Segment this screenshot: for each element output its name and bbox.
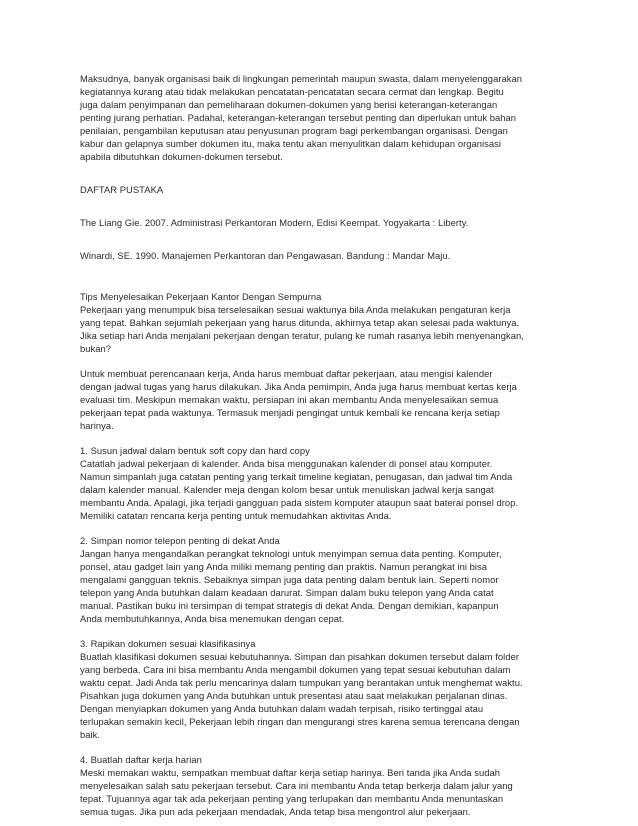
tip-section-3 bbox=[80, 637, 574, 741]
text-line: kabur dan gelapnya sumber dokumen itu, maka tentu akan menyulitkan dalam kehidupan organisasi bbox=[80, 138, 502, 149]
text-line: Dengan menyiapkan dokumen yang Anda butuhkan dalam wadah terpisah, risiko tertinggal atau bbox=[80, 703, 484, 714]
article bbox=[80, 290, 574, 818]
reference-item: The Liang Gie. 2007. Administrasi Perkantoran Modern, Edisi Keempat. Yogyakarta : Liberty. bbox=[80, 217, 469, 228]
text-line: Pekerjaan yang menumpuk bisa terselesaikan sesuai waktunya bila Anda melakukan pengaturan kerja bbox=[80, 304, 511, 315]
reference-item: Winardi, SE. 1990. Manajemen Perkantoran dan Pengawasan. Bandung : Mandar Maju. bbox=[80, 250, 451, 261]
text-line: juga dalam penyimpanan dan pemeliharaan dokumen-dokumen yang berisi keterangan-keterangan bbox=[80, 99, 498, 110]
text-line: dengan jadwal tugas yang harus dilakukan. Jika Anda pemimpin, Anda juga harus membuat kertas kerja bbox=[80, 381, 517, 392]
text-line: ponsel, atau gadget lain yang Anda miliki memang penting dan praktis. Namun perangkat ini bisa bbox=[80, 561, 488, 572]
intro-paragraph bbox=[80, 72, 574, 163]
tip-section-4 bbox=[80, 753, 574, 818]
text-line: telepon yang Anda butuhkan dalam keadaan darurat. Simpan dalam buku telepon yang Anda catat bbox=[80, 587, 494, 598]
tip-heading: 3. Rapikan dokumen sesuai klasifikasinya bbox=[80, 638, 256, 649]
references-heading: DAFTAR PUSTAKA bbox=[80, 184, 164, 195]
tip-heading: 4. Buatlah daftar kerja harian bbox=[80, 754, 202, 765]
text-line: Untuk membuat perencanaan kerja, Anda harus membuat daftar pekerjaan, atau mengisi kalender bbox=[80, 368, 493, 379]
text-line: harinya. bbox=[80, 420, 114, 431]
text-line: Namun simpanlah juga catatan penting yang terkait timeline kegiatan, penugasan, dan jadwal tim Anda bbox=[80, 471, 513, 482]
text-line: semua tugas. Jika pun ada pekerjaan mendadak, Anda tetap bisa mengontrol alur pekerjaan. bbox=[80, 806, 471, 817]
tip-section-1 bbox=[80, 444, 574, 522]
text-line: dalam kalender manual. Kalender meja dengan kolom besar untuk menuliskan jadwal kerja sangat bbox=[80, 484, 494, 495]
text-line: terlupakan semakin kecil, Pekerjaan lebih ringan dan mengurangi stres karena semua terencana dengan bbox=[80, 716, 520, 727]
article-paragraph bbox=[80, 303, 574, 355]
text-line: membantu Anda. Apalagi, jika terjadi gangguan pada sistem komputer ataupun saat baterai ponsel drop. bbox=[80, 497, 519, 508]
text-line: Buatlah klasifikasi dokumen sesuai kebutuhannya. Simpan dan pisahkan dokumen tersebut dalam folder bbox=[80, 651, 520, 662]
text-line: Meski memakan waktu, sempatkan membuat daftar kerja setiap harinya. Beri tanda jika Anda sudah bbox=[80, 767, 501, 778]
text-line: Jika setiap hari Anda menjalani pekerjaan dengan teratur, pulang ke rumah rasanya lebih menyenangkan, bbox=[80, 330, 524, 341]
text-line: yang tepat. Bahkan sejumlah pekerjaan yang harus ditunda, akhirnya tetap akan selesai pada waktunya. bbox=[80, 317, 520, 328]
text-line: Memiliki catatan rencana kerja penting untuk memudahkan aktivitas Anda. bbox=[80, 510, 392, 521]
article-paragraph bbox=[80, 367, 574, 432]
text-line: Catatlah jadwal pekerjaan di kalender. Anda bisa menggunakan kalender di ponsel atau komputer. bbox=[80, 458, 493, 469]
text-line: mengalami gangguan teknis. Sebaiknya simpan juga data penting dalam bentuk lain. Seperti nomor bbox=[80, 574, 499, 585]
text-line: baik. bbox=[80, 729, 101, 740]
text-line: manual. Pastikan buku ini tersimpan di tempat strategis di dekat Anda. Dengan demikian, kapanpun bbox=[80, 600, 499, 611]
text-line: penting jurang perhatian. Padahal, keterangan-keterangan tersebut penting dan diperlukan untuk bahan bbox=[80, 112, 517, 123]
text-line: evaluasi tim. Meskipun memakan waktu, persiapan ini akan membantu Anda menyelesaikan semua bbox=[80, 394, 499, 405]
text-line: bukan? bbox=[80, 343, 112, 354]
text-line: penilaian, pengambilan keputusan atau penyusunan program bagi perkembangan organisasi. Dengan bbox=[80, 125, 508, 136]
tip-heading: 1. Susun jadwal dalam bentuk soft copy dan hard copy bbox=[80, 445, 310, 456]
tip-section-2 bbox=[80, 534, 574, 625]
tip-heading: 2. Simpan nomor telepon penting di dekat Anda bbox=[80, 535, 280, 546]
text-line: yang berbeda. Cara ini bisa membantu Anda mengambil dokumen yang tepat sesuai kebutuhan dalam bbox=[80, 664, 511, 675]
article-title: Tips Menyelesaikan Pekerjaan Kantor Dengan Sempurna bbox=[80, 291, 322, 302]
text-line: pekerjaan tepat pada waktunya. Termasuk menjadi pengingat untuk kembali ke rencana kerja setiap bbox=[80, 407, 500, 418]
text-line: Maksudnya, banyak organisasi baik di lingkungan pemerintah maupun swasta, dalam menyelenggarakan bbox=[80, 73, 523, 84]
text-line: menyelesaikan salah satu pekerjaan tersebut. Cara ini membantu Anda tetap berkerja dalam jalur yang bbox=[80, 780, 513, 791]
text-line: waktu cepat. Jadi Anda tak perlu mencarinya dalam tumpukan yang berantakan untuk menghemat waktu. bbox=[80, 677, 523, 688]
text-line: Anda membutuhkannya, Anda bisa menemukan dengan cepat. bbox=[80, 613, 345, 624]
text-line: Jangan hanya mengandalkan perangkat teknologi untuk menyimpan semua data penting. Komputer, bbox=[80, 548, 502, 559]
text-line: tepat. Tujuannya agar tak ada pekerjaan penting yang terlupakan dan membantu Anda menuntaskan bbox=[80, 793, 504, 804]
text-line: Pisahkan juga dokumen yang Anda butuhkan untuk presentasi atau saat melakukan perjalanan dinas. bbox=[80, 690, 508, 701]
text-line: apabila dibutuhkan dokumen-dokumen tersebut. bbox=[80, 151, 283, 162]
text-line: kegiatannya kurang atau tidak melakukan pencatatan-pencatatan secara cermat dan lengkap. Begitu bbox=[80, 86, 504, 97]
